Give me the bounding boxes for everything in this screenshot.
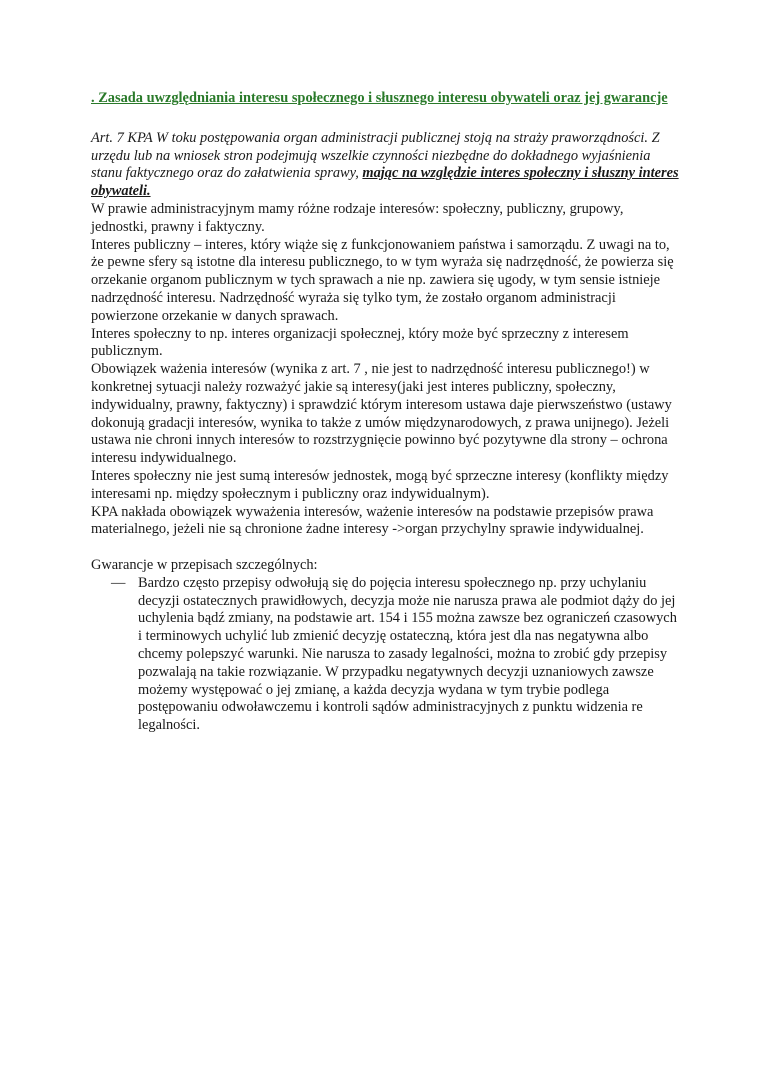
- guarantees-list: [91, 575, 681, 735]
- article-body: Art. 7 KPA W toku postępowania organ administracji publicznej stoją na straży praworządności. Z urzędu lub na wniosek stron podejmują wszelkie czynności niezbędne do dokładnego wyjaśnienia stanu faktycznego oraz do załatwienia sprawy,: [91, 129, 660, 182]
- paragraph-kpa-balancing: KPA nakłada obowiązek wyważenia interesów, ważenie interesów na podstawie przepisów prawa materialnego, jeżeli nie są chronione żadne interesy ->organ przychylny sprawie indywidualnej.: [91, 503, 654, 538]
- blank-line: [91, 539, 681, 557]
- paragraph-weighing-obligation: Obowiązek ważenia interesów (wynika z art. 7 , nie jest to nadrzędność interesu publicznego!) w konkretnej sytuacji należy rozważyć jakie są interesy(jaki jest interes publiczny, społeczny, indywidualny, prawny, faktyczny) i sprawdzić którym interesom ustawa daje pierwszeństwo (ustawy dokonują gradacji interesów, wynika to także z umów międzynarodowych, z prawa unijnego). Jeżeli ustawa nie chroni innych interesów to rozstrzygnięcie powinno być pozytywne dla strony – ochrona interesu indywidualnego.: [91, 361, 672, 467]
- list-dash-marker: —: [111, 574, 126, 591]
- paragraph-social-interest: Interes społeczny to np. interes organizacji społecznej, który może być sprzeczny z interesem publicznym.: [91, 325, 629, 360]
- paragraph-public-interest: Interes publiczny – interes, który wiąże się z funkcjonowaniem państwa i samorządu. Z uwagi na to, że pewne sfery są istotne dla interesu publicznego, to w tym wyraża się nadrzędność, że powierza się orzekanie organom publicznym w tych sprawach a nie np. zawiera się ugody, w tym sensie istnieje nadrzędność interesu. Nadrzędność wyraża się tylko tym, że zostało organom administracji powierzone orzekanie w danych sprawach.: [91, 236, 674, 324]
- paragraph-interest-types: W prawie administracyjnym mamy różne rodzaje interesów: społeczny, publiczny, grupowy, jednostki, prawny i faktyczny.: [91, 200, 624, 235]
- paragraph-social-not-sum: Interes społeczny nie jest sumą interesów jednostek, mogą być sprzeczne interesy (konflikty między interesami np. między społecznym i publiczny oraz indywidualnym).: [91, 467, 669, 502]
- document-page: [91, 90, 681, 735]
- section-heading: . Zasada uwzględniania interesu społecznego i słusznego interesu obywateli oraz jej gwarancje: [91, 90, 668, 106]
- list-item-text: Bardzo często przepisy odwołują się do pojęcia interesu społecznego np. przy uchylaniu decyzji ostatecznych prawidłowych, decyzja może nie narusza prawa ale podmiot dąży do jej uchylenia bądź zmiany, na podstawie art. 154 i 155 można zawsze bez ograniczeń czasowych i terminowych uchylić lub zmienić decyzję ostateczną, która jest dla nas negatywna albo chcemy polepszyć warunki. Nie narusza to zasady legalności, można to zrobić gdy przepisy pozwalają na takie rozwiązanie. W przypadku negatywnych decyzji uznaniowych zawsze możemy występować o jej zmianę, a każda decyzja wydana w tym trybie podlega postępowaniu odwoławczemu i kontroli sądów administracyjnych z punktu widzenia re legalności.: [138, 574, 677, 734]
- list-item: [91, 575, 681, 735]
- article-7-text: [91, 130, 681, 201]
- guarantees-heading: Gwarancje w przepisach szczególnych:: [91, 556, 318, 573]
- article-emphasis: mając na względzie interes społeczny i słuszny interes obywateli.: [91, 165, 679, 200]
